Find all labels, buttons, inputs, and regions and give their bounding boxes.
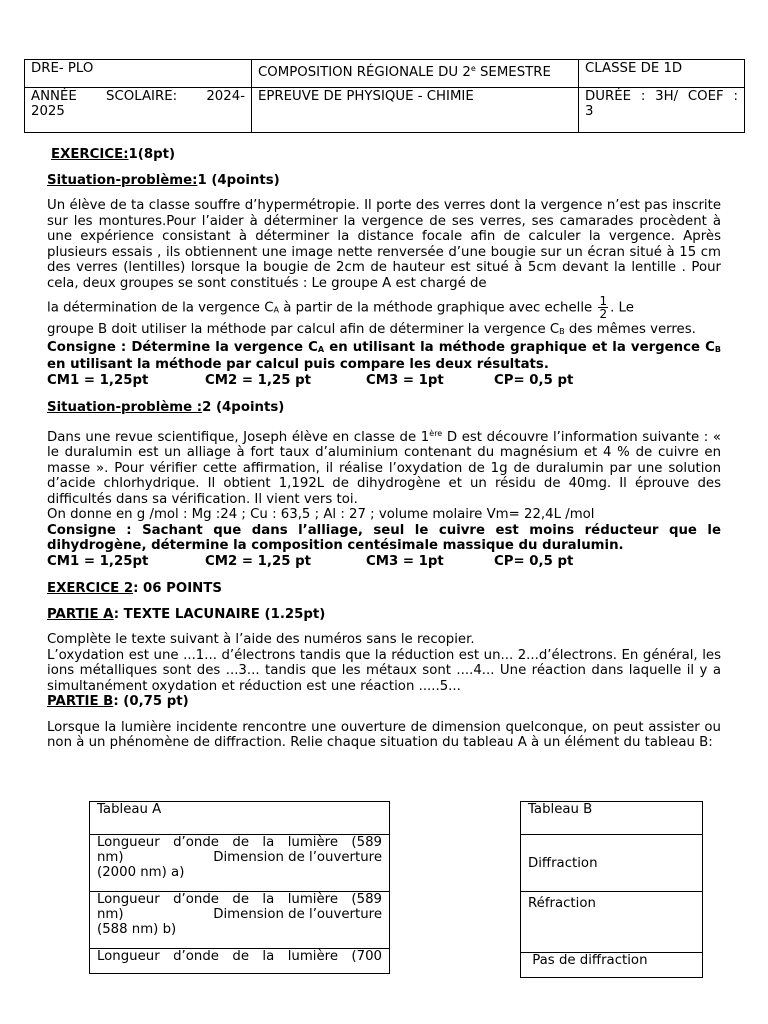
tableau-a <box>89 801 390 974</box>
partie-a-title: PARTIE A: TEXTE LACUNAIRE (1.25pt) <box>47 606 326 622</box>
header-epreuve: EPREUVE DE PHYSIQUE - CHIMIE <box>252 88 579 133</box>
tableau-b <box>520 801 703 978</box>
partie-a-text: L’oxydation est une ...1... d’électrons tandis que la réduction est un... 2...d’électrons. En général, les ions métalliques sont des ...3... tandis que les métaux sont ....4... Une réaction dans laquelle il y a simultanément oxydation et réduction est une réaction .....5... <box>47 647 721 694</box>
tableau-a-row: Longueur d’onde de la lumière (589 nm) Dimension de l’ouverture (588 nm) b) <box>90 892 390 949</box>
header-annee: ANNÉE SCOLAIRE: 2024- 2025 <box>25 88 252 133</box>
header-classe: CLASSE DE 1D <box>579 60 745 88</box>
situation-1-text: Un élève de ta classe souffre d’hypermétropie. Il porte des verres dont la vergence n’est pas inscrite sur les montures.Pour l’aider à déterminer la vergence de ses verres, ses camarades procèdent à une expérience consistant à déterminer la distance focale afin de calculer la vergence. Après plusieurs essais , ils obtiennent une image nette renversée d’une bougie sur un écran situé à 15 cm des verres (lentilles) lorsque la bougie de 2cm de hauteur est situé à 5cm devant la lentille . Pour cela, deux groupes se sont constitués : Le groupe A est chargé de <box>47 198 721 291</box>
situation-1-title: Situation-problème:1 (4points) <box>47 172 280 188</box>
header-composition: COMPOSITION RÉGIONALE DU 2e SEMESTRE <box>252 60 579 88</box>
tableau-a-header: Tableau A <box>90 802 390 835</box>
tableau-b-row: Diffraction <box>521 835 703 892</box>
exercise-2-title: EXERCICE 2: 06 POINTS <box>47 581 222 596</box>
tableau-b-row: Réfraction <box>521 892 703 953</box>
situation-1-consigne: Consigne : Détermine la vergence $C_A$ en utilisant la méthode graphique et la vergence $C_B$ en utilisant la méthode par calcul puis compare les deux résultats. <box>47 339 722 372</box>
tableau-b-header: Tableau B <box>521 802 703 835</box>
situation-2-criteria: CM1 = 1,25pt CM2 = 1,25 pt CM3 = 1pt CP= 0,5 pt <box>47 553 574 569</box>
header-duree: DURÉE : 3H/ COEF : 3 <box>579 88 745 133</box>
situation-2-text: Dans une revue scientifique, Joseph élève en classe de 1ère D est découvre l’information suivante : « le duralumin est un alliage à fort taux d’aluminium contenant du magnésium et 4 % de cuivre en masse ». Pour vérifier cette affirmation, il réalise l’oxydation de 1g de duralumin par une solution d’acide chlorhydrique. Il obtient 1,192L de dihydrogène et un résidu de 40mg. Il éprouve des difficultés dans sa vérification. Il vient vers toi. <box>47 428 721 507</box>
situation-2-data: On donne en g /mol : Mg :24 ; Cu : 63,5 ; Al : 27 ; volume molaire Vm= 22,4L /mol <box>47 507 595 522</box>
situation-1-criteria: CM1 = 1,25pt CM2 = 1,25 pt CM3 = 1pt CP= 0,5 pt <box>47 372 574 388</box>
tableau-a-row: Longueur d’onde de la lumière (700 <box>90 949 390 974</box>
tableau-a-row: Longueur d’onde de la lumière (589 nm) Dimension de l’ouverture (2000 nm) a) <box>90 835 390 892</box>
header-table <box>24 59 745 133</box>
scale-fraction: $\frac{1}{2}$ <box>599 294 608 321</box>
header-dre: DRE- PLO <box>25 60 252 88</box>
tableau-b-row: Pas de diffraction <box>521 953 703 978</box>
situation-2-title: Situation-problème :2 (4points) <box>47 400 285 415</box>
partie-b-text: Lorsque la lumière incidente rencontre une ouverture de dimension quelconque, on peut assister ou non à un phénomène de diffraction. Relie chaque situation du tableau A à un élément du tableau B: <box>47 719 721 750</box>
exam-content <box>47 147 721 751</box>
situation-1-text-end: groupe B doit utiliser la méthode par calcul afin de déterminer la vergence $C_B$ des mêmes verres. <box>47 322 696 337</box>
situation-1-text-line: la détermination de la vergence $C_A$ à partir de la méthode graphique avec echelle $\frac{1}{2}$ . Le <box>47 294 634 321</box>
exercise-1-title: EXERCICE:1(8pt) <box>51 147 176 162</box>
situation-2-consigne: Consigne : Sachant que dans l’alliage, seul le cuivre est moins réducteur que le dihydrogène, détermine la composition centésimale massique du duralumin. <box>47 522 721 553</box>
partie-b-title: PARTIE B: (0,75 pt) <box>47 694 189 709</box>
partie-a-instruction: Complète le texte suivant à l’aide des numéros sans le recopier. <box>47 632 475 647</box>
